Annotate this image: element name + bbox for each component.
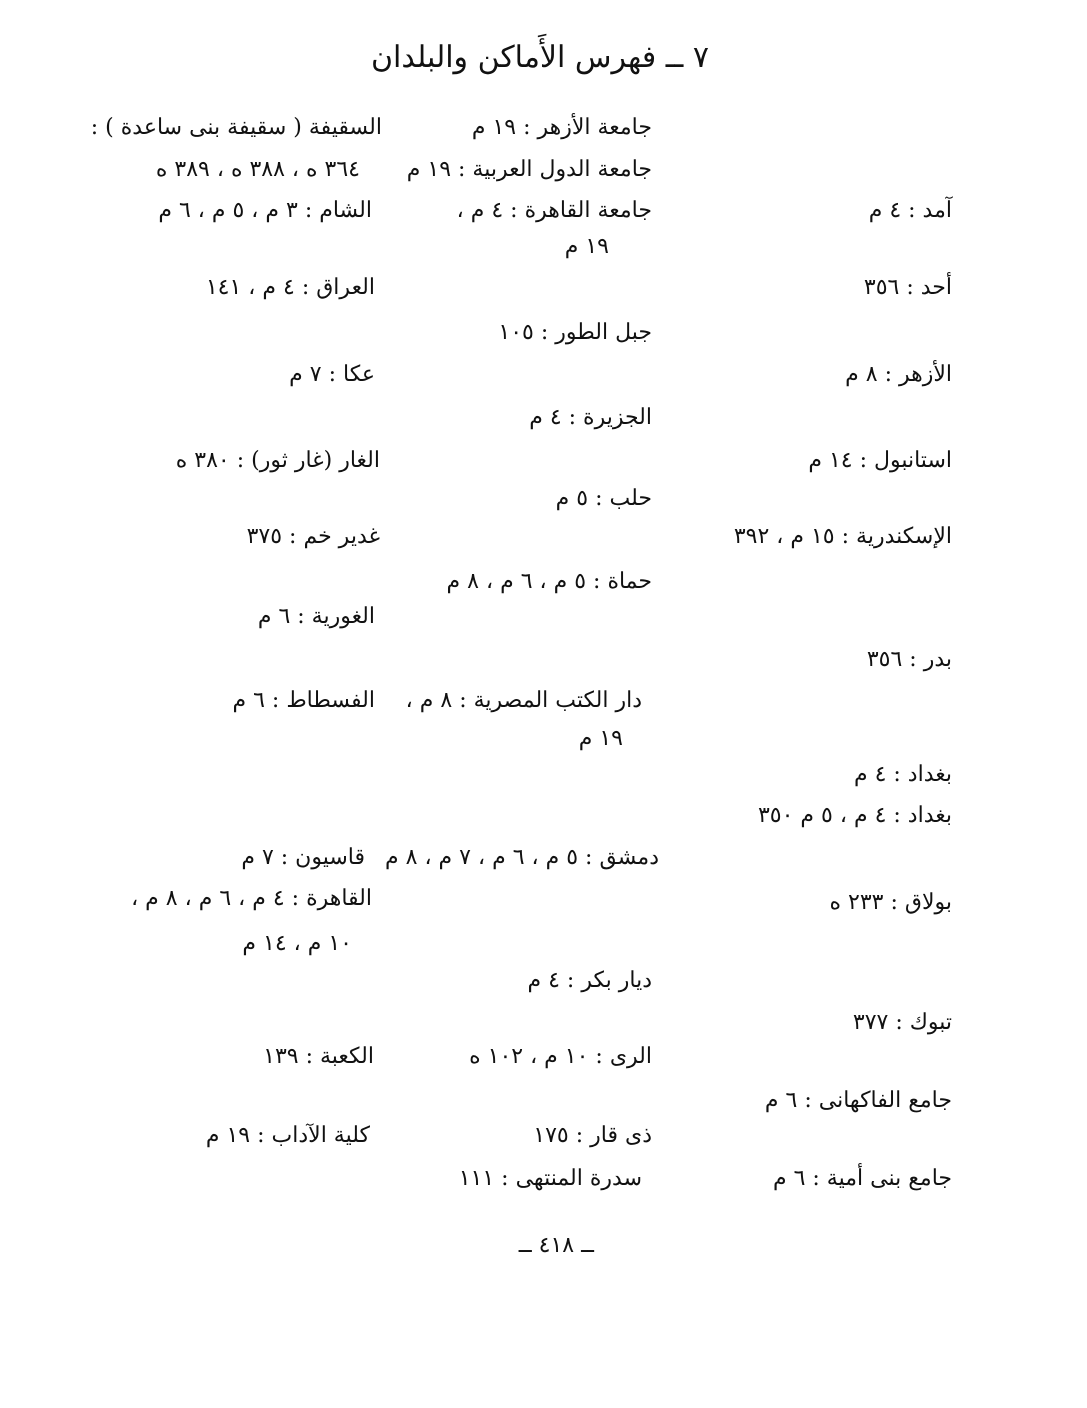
index-entry: جامعة القاهرة : ٤ م ، <box>456 198 652 223</box>
index-entry: الإسكندرية : ١٥ م ، ٣٩٢ <box>733 524 952 549</box>
index-entry: جامعة الدول العربية : ١٩ م <box>406 157 652 182</box>
index-entry: جبل الطور : ١٠٥ <box>498 320 652 345</box>
index-entry: الفسطاط : ٦ م <box>232 688 375 713</box>
index-entry: حماة : ٥ م ، ٦ م ، ٨ م <box>446 569 652 594</box>
index-entry: استانبول : ١٤ م <box>808 448 952 473</box>
index-entry: بغداد : ٤ م <box>853 762 952 787</box>
index-entry: الشام : ٣ م ، ٥ م ، ٦ م <box>158 198 372 223</box>
index-entry: ديار بكر : ٤ م <box>527 968 652 993</box>
index-entry: عكا : ٧ م <box>289 362 375 387</box>
index-entry: بدر : ٣٥٦ <box>866 647 952 672</box>
index-entry: جامع بنى أمية : ٦ م <box>772 1166 952 1191</box>
index-entry: دمشق : ٥ م ، ٦ م ، ٧ م ، ٨ م <box>385 845 659 870</box>
index-entry: قاسيون : ٧ م <box>241 845 365 870</box>
index-entry: سدرة المنتهى : ١١١ <box>458 1166 642 1191</box>
index-entry: الكعبة : ١٣٩ <box>263 1044 374 1069</box>
index-entry: بغداد : ٤ م ، ٥ م ٣٥٠ <box>757 803 952 828</box>
index-entry: الرى : ١٠ م ، ١٠٢ ه <box>469 1044 652 1069</box>
page-title: ٧ ــ فهرس الأَماكن والبلدان <box>370 40 709 75</box>
index-entry: بولاق : ٢٣٣ ه <box>829 890 952 915</box>
index-entry: ١٩ م <box>564 234 609 259</box>
index-entry: الغورية : ٦ م <box>257 604 375 629</box>
index-entry: ١٩ م <box>578 726 623 751</box>
index-entry: الغار (غار ثور) : ٣٨٠ ه <box>175 448 380 473</box>
index-entry: حلب : ٥ م <box>555 486 652 511</box>
index-entry: آمد : ٤ م <box>868 198 952 223</box>
index-entry: جامع الفاكهانى : ٦ م <box>764 1088 952 1113</box>
index-entry: ٣٦٤ ه ، ٣٨٨ ه ، ٣٨٩ ه <box>155 157 360 182</box>
index-entry: السقيفة ( سقيفة بنى ساعدة ) : <box>90 115 382 140</box>
index-entry: القاهرة : ٤ م ، ٦ م ، ٨ م ، <box>131 886 372 911</box>
index-entry: ذى قار : ١٧٥ <box>533 1123 652 1148</box>
index-entry: الأزهر : ٨ م <box>845 362 952 387</box>
index-entry: دار الكتب المصرية : ٨ م ، <box>405 688 642 713</box>
index-entry: تبوك : ٣٧٧ <box>852 1010 952 1035</box>
index-entry: أحد : ٣٥٦ <box>863 275 952 300</box>
index-entry: العراق : ٤ م ، ١٤١ <box>205 275 375 300</box>
index-entry: كلية الآداب : ١٩ م <box>205 1123 370 1148</box>
index-entry: ١٠ م ، ١٤ م <box>242 931 352 956</box>
page-number: ــ ٤١٨ ــ <box>518 1233 594 1258</box>
index-entry: جامعة الأزهر : ١٩ م <box>471 115 652 140</box>
index-entry: الجزيرة : ٤ م <box>529 405 652 430</box>
index-entry: غدير خم : ٣٧٥ <box>246 524 380 549</box>
